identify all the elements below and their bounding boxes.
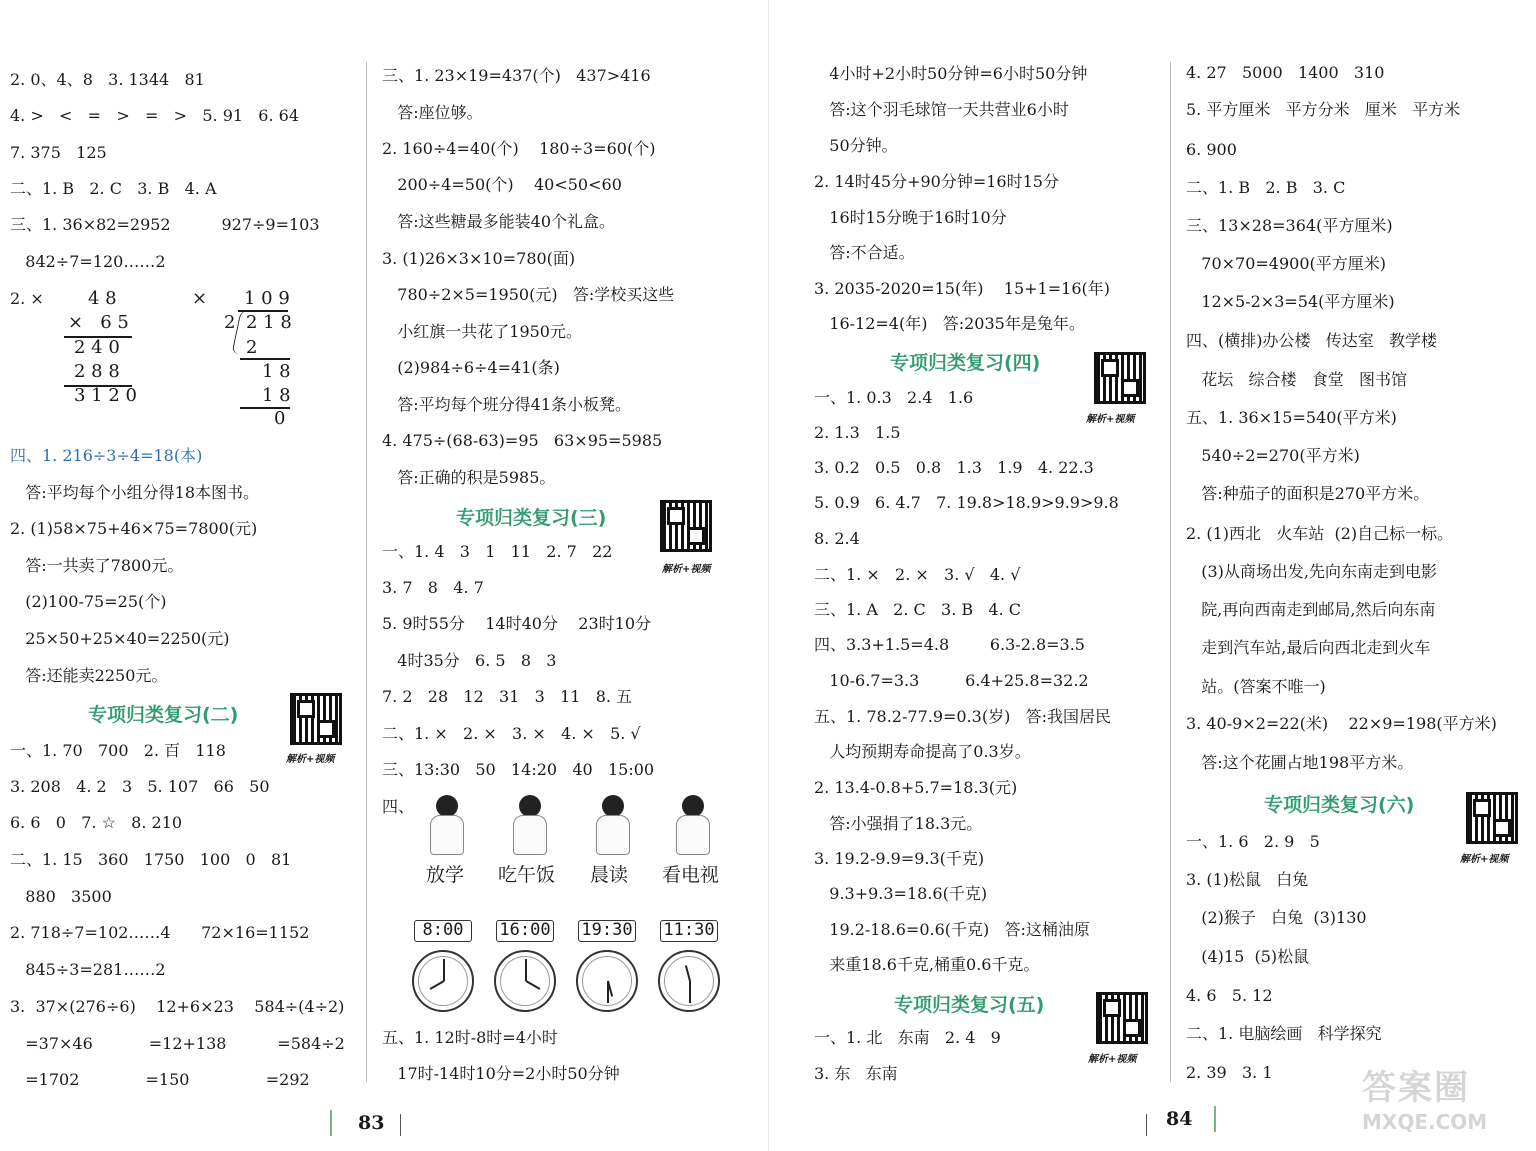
leaf-ornament-icon — [1214, 1106, 1216, 1132]
answer-line: 9.3+9.3=18.6(千克) — [814, 884, 988, 903]
clock-icon — [494, 950, 556, 1012]
answer-line: 2. (1)58×75+46×75=7800(元) — [10, 519, 258, 538]
section-title: 专项归类复习(二) — [88, 704, 239, 726]
answer-line: 16-12=4(年) 答:2035年是兔年。 — [814, 314, 1085, 333]
qr-code-icon[interactable] — [1096, 992, 1148, 1044]
answer-line: 五、1. 12时-8时=4小时 — [382, 1028, 558, 1047]
answer-line: 三、1. 23×19=437(个) 437>416 — [382, 66, 651, 85]
answer-line: 3. 37×(276÷6) 12+6×23 584÷(4÷2) — [10, 997, 345, 1016]
answer-line: 来重18.6千克,桶重0.6千克。 — [814, 955, 1040, 974]
answer-line: 4. 475÷(68-63)=95 63×95=5985 — [382, 431, 663, 450]
section-title: 专项归类复习(五) — [894, 994, 1045, 1016]
page-gutter — [768, 0, 769, 1151]
division-quotient: 1 0 9 — [244, 288, 290, 309]
answer-line: 答:不合适。 — [814, 243, 915, 262]
answer-line: 2. 718÷7=102……4 72×16=1152 — [10, 923, 310, 942]
answer-line: 答:种茄子的面积是270平方米。 — [1186, 484, 1430, 503]
answer-line: 780÷2×5=1950(元) 答:学校买这些 — [382, 285, 675, 304]
qr-caption: 解析+视频 — [662, 564, 711, 575]
answer-line: 540÷2=270(平方米) — [1186, 446, 1360, 465]
answer-line: 3. (1)松鼠 白兔 — [1186, 870, 1309, 889]
answer-line: 答:正确的积是5985。 — [382, 468, 556, 487]
answer-line: 842÷7=120……2 — [10, 252, 166, 271]
answer-line: 人均预期寿命提高了0.3岁。 — [814, 742, 1031, 761]
calc-row: × 6 5 — [68, 312, 129, 333]
answer-line: 2. (1)西北 火车站 (2)自己标一标。 — [1186, 524, 1454, 543]
qr-caption: 解析+视频 — [1460, 854, 1509, 865]
answer-line: 一、1. 北 东南 2. 4 9 — [814, 1028, 1001, 1047]
answer-line: 4. > < = > = > 5. 91 6. 64 — [10, 106, 300, 125]
section-title: 专项归类复习(六) — [1264, 794, 1415, 816]
clock-icon — [576, 950, 638, 1012]
division-divisor: 2 — [224, 312, 236, 333]
answer-line: 答:这个羽毛球馆一天共营业6小时 — [814, 100, 1069, 119]
answer-line: 答:平均每个小组分得18本图书。 — [10, 483, 260, 502]
answer-line: 25×50+25×40=2250(元) — [10, 629, 230, 648]
answer-line: 3. 2035-2020=15(年) 15+1=16(年) — [814, 279, 1110, 298]
qr-code-icon[interactable] — [1466, 792, 1518, 844]
answer-line: 845÷3=281……2 — [10, 960, 166, 979]
answer-line: 10-6.7=3.3 6.4+25.8=32.2 — [814, 671, 1089, 690]
qr-code-icon[interactable] — [290, 693, 342, 745]
answer-line: 站。(答案不唯一) — [1186, 677, 1326, 696]
answer-line: 一、1. 0.3 2.4 1.6 — [814, 388, 974, 407]
answer-line: (2)984÷6÷4=41(条) — [382, 358, 560, 377]
answer-line: 5. 0.9 6. 4.7 7. 19.8>18.9>9.9>9.8 — [814, 493, 1119, 512]
answer-line: 三、1. A 2. C 3. B 4. C — [814, 600, 1021, 619]
answer-line: 三、13:30 50 14:20 40 15:00 — [382, 760, 655, 779]
answer-line: 三、1. 36×82=2952 927÷9=103 — [10, 215, 320, 234]
calc-row: 2 8 8 — [74, 361, 120, 382]
footer-rule — [1146, 1114, 1147, 1136]
answer-line: 二、1. 电脑绘画 科学探究 — [1186, 1024, 1382, 1043]
answer-line: 二、1. 15 360 1750 100 0 81 — [10, 850, 292, 869]
watermark-logo — [1362, 1060, 1527, 1138]
watermark-url: MXQE.COM — [1362, 1110, 1488, 1134]
qr-caption: 解析+视频 — [1088, 1054, 1137, 1065]
division-mark: × — [192, 288, 208, 309]
answer-line: 一、1. 70 700 2. 百 118 — [10, 741, 226, 760]
answer-line: 7. 375 125 — [10, 143, 107, 162]
division-row: 2 — [246, 337, 258, 358]
division-row: 1 8 — [262, 385, 291, 406]
answer-line: 3. 208 4. 2 3 5. 107 66 50 — [10, 777, 270, 796]
answer-line: 五、1. 36×15=540(平方米) — [1186, 408, 1397, 427]
answer-line: 二、1. × 2. × 3. × 4. × 5. √ — [382, 724, 641, 743]
answer-line: (2)100-75=25(个) — [10, 592, 167, 611]
qr-caption: 解析+视频 — [286, 754, 335, 765]
column-divider — [1170, 62, 1171, 1082]
calc-row: 3 1 2 0 — [74, 385, 137, 406]
answer-line: 三、13×28=364(平方厘米) — [1186, 216, 1393, 235]
answer-line: 4小时+2小时50分钟=6小时50分钟 — [814, 64, 1088, 83]
answer-line: 院,再向西南走到邮局,然后向东南 — [1186, 600, 1436, 619]
activity-label: 看电视 — [662, 864, 720, 886]
answer-line: 2. 1.3 1.5 — [814, 423, 901, 442]
answer-line: 16时15分晚于16时10分 — [814, 208, 1007, 227]
answer-line: 四、1. 216÷3÷4=18(本) — [10, 446, 203, 465]
answer-line: 3. 7 8 4. 7 — [382, 578, 484, 597]
answer-line: 6. 6 0 7. ☆ 8. 210 — [10, 813, 183, 832]
answer-line: 二、1. B 2. B 3. C — [1186, 178, 1346, 197]
answer-line: 一、1. 6 2. 9 5 — [1186, 832, 1320, 851]
qr-caption: 解析+视频 — [1086, 414, 1135, 425]
answer-line: 6. 900 — [1186, 140, 1237, 159]
answer-line: 4. 27 5000 1400 310 — [1186, 63, 1385, 82]
answer-line: 二、1. B 2. C 3. B 4. A — [10, 179, 217, 198]
activity-label: 晨读 — [590, 864, 629, 886]
answer-line: 四、(横排)办公楼 传达室 教学楼 — [1186, 331, 1438, 350]
answer-line: 2. 14时45分+90分钟=16时15分 — [814, 172, 1059, 191]
answer-line: 5. 平方厘米 平方分米 厘米 平方米 — [1186, 100, 1461, 119]
answer-line: 小红旗一共花了1950元。 — [382, 322, 582, 341]
answer-line: 50分钟。 — [814, 136, 898, 155]
division-row: 0 — [274, 408, 286, 429]
division-row: 1 8 — [262, 361, 291, 382]
answer-line: 4. 6 5. 12 — [1186, 986, 1273, 1005]
calc-row: 2 4 0 — [74, 337, 120, 358]
answer-line: 880 3500 — [10, 887, 112, 906]
child-figure-icon — [505, 795, 553, 857]
answer-line: 8. 2.4 — [814, 529, 860, 548]
answer-line: 花坛 综合楼 食堂 图书馆 — [1186, 370, 1408, 389]
answer-line: =1702 =150 =292 — [10, 1070, 310, 1089]
answer-line: 2. 0、4、8 3. 1344 81 — [10, 70, 205, 89]
answer-line: 5. 9时55分 14时40分 23时10分 — [382, 614, 652, 633]
answer-line: 四、 — [382, 797, 415, 816]
answer-line: 答:还能卖2250元。 — [10, 666, 168, 685]
qr-code-icon[interactable] — [1094, 352, 1146, 404]
section-title: 专项归类复习(三) — [456, 507, 607, 529]
division-dividend: 2 1 8 — [246, 312, 292, 333]
time-box: 8:00 — [414, 920, 472, 942]
answer-line: 五、1. 78.2-77.9=0.3(岁) 答:我国居民 — [814, 707, 1111, 726]
clock-icon — [658, 950, 720, 1012]
answer-line: 70×70=4900(平方厘米) — [1186, 254, 1386, 273]
answer-line: (4)15 (5)松鼠 — [1186, 947, 1310, 966]
activity-label: 放学 — [426, 864, 465, 886]
answer-line: 答:这些糖最多能装40个礼盒。 — [382, 212, 616, 231]
answer-line: 答:小强捐了18.3元。 — [814, 814, 983, 833]
answer-line: =37×46 =12+138 =584÷2 — [10, 1034, 345, 1053]
leaf-ornament-icon — [330, 1110, 332, 1136]
answer-line: 12×5-2×3=54(平方厘米) — [1186, 292, 1395, 311]
answer-line: 3. 东 东南 — [814, 1064, 898, 1083]
answer-line: 2. × — [10, 289, 44, 308]
answer-line: 3. 0.2 0.5 0.8 1.3 1.9 4. 22.3 — [814, 458, 1094, 477]
answer-line: 3. 19.2-9.9=9.3(千克) — [814, 849, 985, 868]
answer-line: 一、1. 4 3 1 11 2. 7 22 — [382, 542, 613, 561]
clock-icon — [412, 950, 474, 1012]
section-title: 专项归类复习(四) — [890, 352, 1041, 374]
answer-line: 答:座位够。 — [382, 103, 483, 122]
answer-line: 2. 13.4-0.8+5.7=18.3(元) — [814, 778, 1018, 797]
time-box: 16:00 — [496, 920, 554, 942]
qr-code-icon[interactable] — [660, 500, 712, 552]
page-number-right: 84 — [1166, 1108, 1193, 1130]
page-number-left: 83 — [358, 1112, 385, 1134]
watermark-title: 答案圈 — [1362, 1068, 1470, 1108]
time-box: 19:30 — [578, 920, 636, 942]
footer-rule — [400, 1114, 401, 1136]
answer-line: 17时-14时10分=2小时50分钟 — [382, 1064, 620, 1083]
answer-line: 3. 40-9×2=22(米) 22×9=198(平方米) — [1186, 714, 1497, 733]
answer-line: 19.2-18.6=0.6(千克) 答:这桶油原 — [814, 920, 1090, 939]
answer-line: 走到汽车站,最后向西北走到火车 — [1186, 638, 1431, 657]
time-box: 11:30 — [660, 920, 718, 942]
answer-line: (3)从商场出发,先向东南走到电影 — [1186, 562, 1438, 581]
activity-label: 吃午饭 — [498, 864, 556, 886]
answer-line: 2. 39 3. 1 — [1186, 1063, 1273, 1082]
child-figure-icon — [588, 795, 636, 857]
child-figure-icon — [422, 795, 470, 857]
answer-line: 7. 2 28 12 31 3 11 8. 五 — [382, 687, 633, 706]
answer-line: 200÷4=50(个) 40<50<60 — [382, 175, 622, 194]
answer-line: 3. (1)26×3×10=780(面) — [382, 249, 576, 268]
answer-line: 答:平均每个班分得41条小板凳。 — [382, 395, 632, 414]
answer-line: 4时35分 6. 5 8 3 — [382, 651, 557, 670]
answer-line: 二、1. × 2. × 3. √ 4. √ — [814, 565, 1021, 584]
column-divider — [366, 62, 367, 1082]
calc-row: 4 8 — [88, 288, 117, 309]
answer-line: 答:一共卖了7800元。 — [10, 556, 184, 575]
child-figure-icon — [668, 795, 716, 857]
answer-line: 四、3.3+1.5=4.8 6.3-2.8=3.5 — [814, 635, 1085, 654]
answer-line: (2)猴子 白兔 (3)130 — [1186, 908, 1367, 927]
answer-line: 答:这个花圃占地198平方米。 — [1186, 753, 1414, 772]
answer-line: 2. 160÷4=40(个) 180÷3=60(个) — [382, 139, 656, 158]
